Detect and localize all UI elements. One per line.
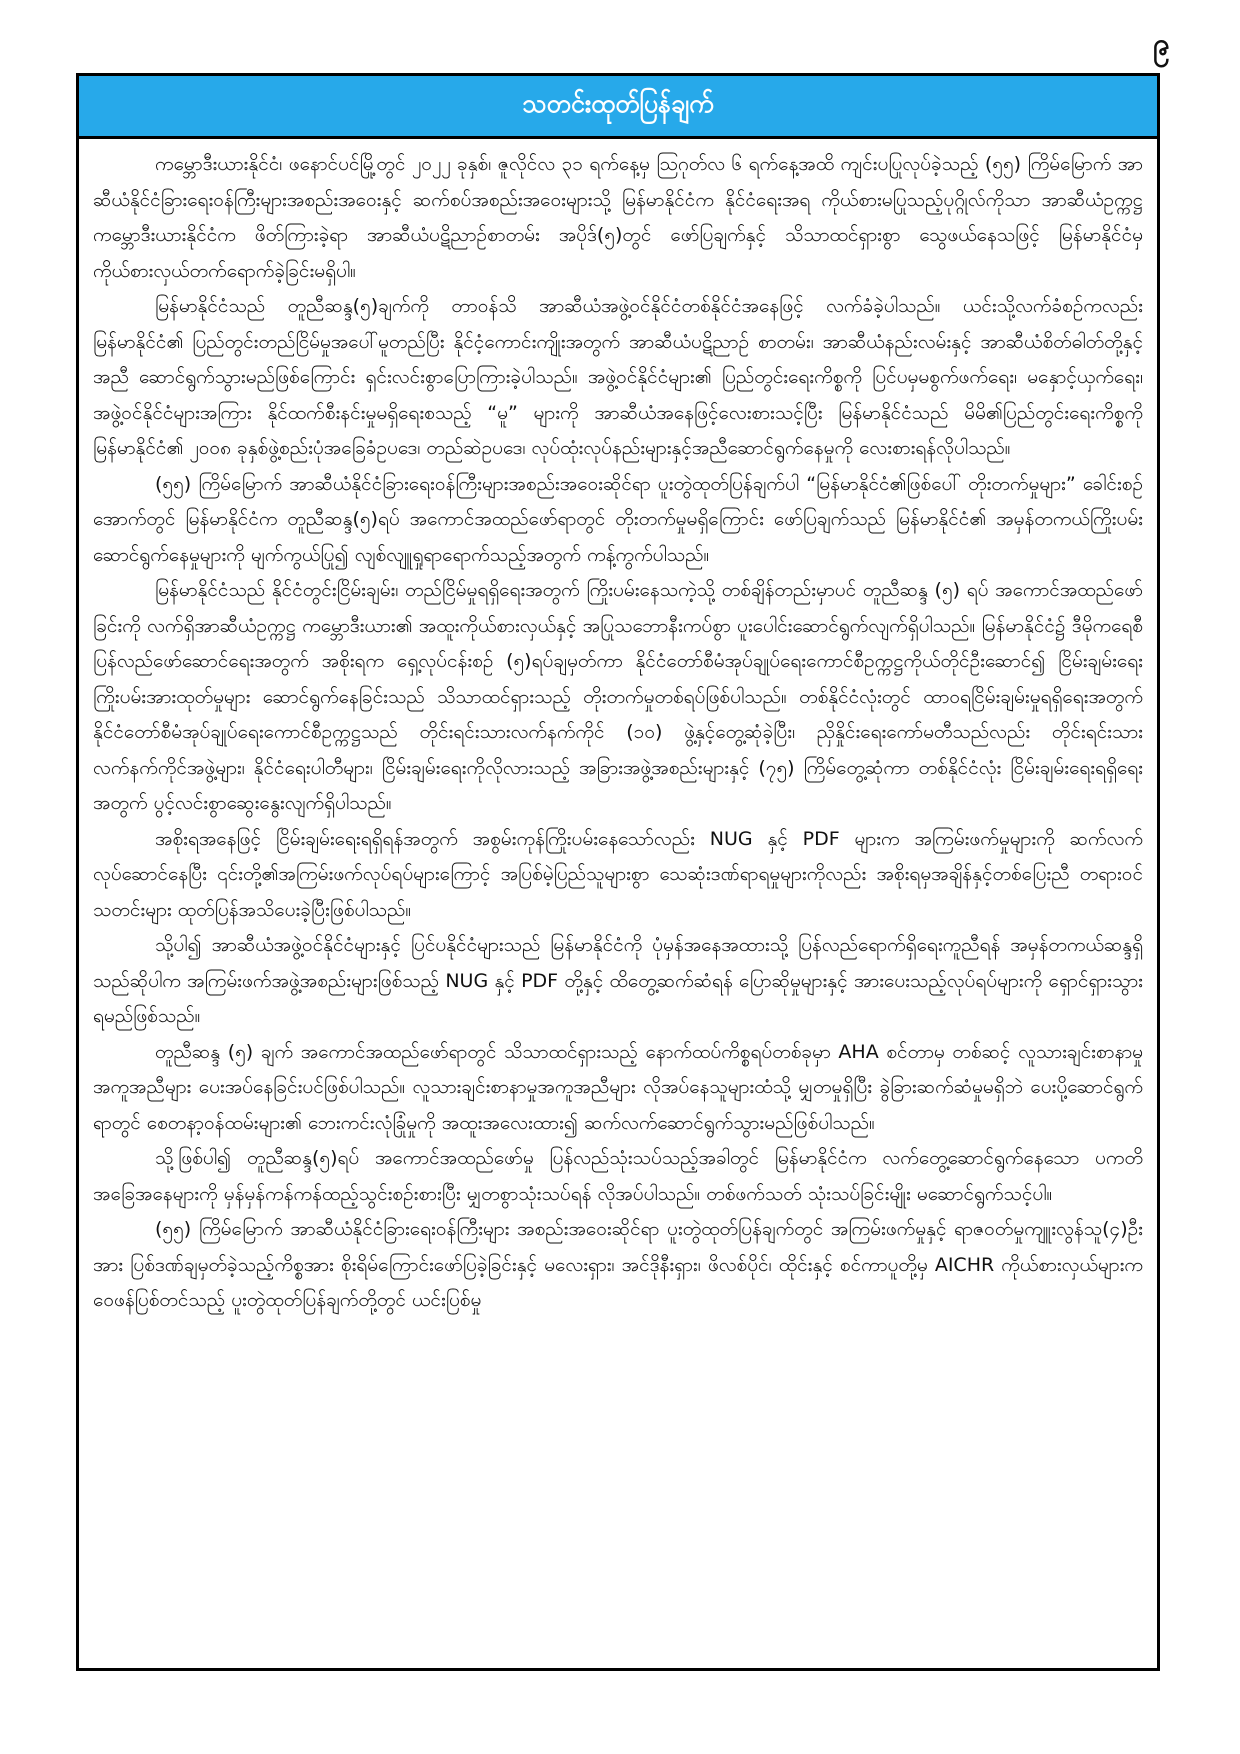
paragraph-4: မြန်မာနိုင်ငံသည် နိုင်ငံတွင်းငြိမ်းချမ်း၊ တည်ငြိမ်မှုရရှိရေးအတွက် ကြိုးပမ်းနေသကဲ့သို့ တစ်ချိန်တည်းမှာပင် တူညီဆန္ဒ (၅) ရပ် အကောင်အထည်ဖော်ခြင်းကို လက်ရှိအာဆီယံဥက္ကဋ္ဌ ကမ္ဘောဒီးယား၏ အထူးကိုယ်စားလှယ်နှင့် အပြုသဘောနီးကပ်စွာ ပူးပေါင်းဆောင်ရွက်လျက်ရှိပါသည်။ မြန်မာနိုင်ငံ၌ ဒီမိုကရေစီပြန်လည်ဖော်ဆောင်ရေးအတွက် အစိုးရက ရှေ့လုပ်ငန်းစဉ် (၅)ရပ်ချမှတ်ကာ နိုင်ငံတော်စီမံအုပ်ချုပ်ရေးကောင်စီဥက္ကဋ္ဌကိုယ်တိုင်ဦးဆောင်၍ ငြိမ်းချမ်းရေးကြိုးပမ်းအားထုတ်မှုများ ဆောင်ရွက်နေခြင်းသည် သိသာထင်ရှားသည့် တိုးတက်မှုတစ်ရပ်ဖြစ်ပါသည်။ တစ်နိုင်ငံလုံးတွင် ထာဝရငြိမ်းချမ်းမှုရရှိရေးအတွက် နိုင်ငံတော်စီမံအုပ်ချုပ်ရေးကောင်စီဥက္ကဋ္ဌသည် တိုင်းရင်းသားလက်နက်ကိုင် (၁၀) ဖွဲ့နှင့်တွေ့ဆုံခဲ့ပြီး၊ ညှိနှိုင်းရေးကော်မတီသည်လည်း တိုင်းရင်းသားလက်နက်ကိုင်အဖွဲ့များ၊ နိုင်ငံရေးပါတီများ၊ ငြိမ်းချမ်းရေးကိုလိုလားသည့် အခြားအဖွဲ့အစည်းများနှင့် (၇၅) ကြိမ်တွေ့ဆုံကာ တစ်နိုင်ငံလုံး ငြိမ်းချမ်းရေးရရှိရေးအတွက် ပွင့်လင်းစွာဆွေးနွေးလျက်ရှိပါသည်။: [93, 579, 1143, 814]
paragraph-9: (၅၅) ကြိမ်မြောက် အာဆီယံနိုင်ငံခြားရေးဝန်ကြီးများ အစည်းအဝေးဆိုင်ရာ ပူးတွဲထုတ်ပြန်ချက်တွင် အကြမ်းဖက်မှုနှင့် ရာဇဝတ်မှုကျူးလွန်သူ(၄)ဦးအား ပြစ်ဒဏ်ချမှတ်ခဲ့သည့်ကိစ္စအား စိုးရိမ်ကြောင်းဖော်ပြခဲ့ခြင်းနှင့် မလေးရှား၊ အင်ဒိုနီးရှား၊ ဖိလစ်ပိုင်၊ ထိုင်းနှင့် စင်ကာပူတို့မှ AICHR ကိုယ်စားလှယ်များက ဝေဖန်ပြစ်တင်သည့် ပူးတွဲထုတ်ပြန်ချက်တို့တွင် ယင်းပြစ်မှု: [93, 1218, 1143, 1311]
content-frame: [76, 73, 1160, 1671]
paragraph-8: သို့ဖြစ်ပါ၍ တူညီဆန္ဒ(၅)ရပ် အကောင်အထည်ဖော်မှု ပြန်လည်သုံးသပ်သည့်အခါတွင် မြန်မာနိုင်ငံက လက်တွေ့ဆောင်ရွက်နေသော ပကတိအခြေအနေများကို မှန်မှန်ကန်ကန်ထည့်သွင်းစဉ်းစားပြီး မျှတစွာသုံးသပ်ရန် လိုအပ်ပါသည်။ တစ်ဖက်သတ် သုံးသပ်ခြင်းမျိုး မဆောင်ရွက်သင့်ပါ။: [93, 1147, 1143, 1205]
paragraph-5: အစိုးရအနေဖြင့် ငြိမ်းချမ်းရေးရရှိရန်အတွက် အစွမ်းကုန်ကြိုးပမ်းနေသော်လည်း NUG နှင့် PDF များက အကြမ်းဖက်မှုများကို ဆက်လက်လုပ်ဆောင်နေပြီး ၎င်းတို့၏အကြမ်းဖက်လုပ်ရပ်များကြောင့် အပြစ်မဲ့ပြည်သူများစွာ သေဆုံးဒဏ်ရာရမှုများကိုလည်း အစိုးရမှအချိန်နှင့်တစ်ပြေးညီ တရားဝင်သတင်းများ ထုတ်ပြန်အသိပေးခဲ့ပြီးဖြစ်ပါသည်။: [93, 827, 1143, 921]
paragraph-1: ကမ္ဘောဒီးယားနိုင်ငံ၊ ဖနောင်ပင်မြို့တွင် ၂၀၂၂ ခုနှစ်၊ ဇူလိုင်လ ၃၁ ရက်နေ့မှ ဩဂုတ်လ ၆ ရက်နေ့အထိ ကျင်းပပြုလုပ်ခဲ့သည့် (၅၅) ကြိမ်မြောက် အာဆီယံနိုင်ငံခြားရေးဝန်ကြီးများအစည်းအဝေးနှင့် ဆက်စပ်အစည်းအဝေးများသို့ မြန်မာနိုင်ငံက နိုင်ငံရေးအရ ကိုယ်စားမပြုသည့်ပုဂ္ဂိုလ်ကိုသာ အာဆီယံဥက္ကဋ္ဌ ကမ္ဘောဒီးယားနိုင်ငံက ဖိတ်ကြားခဲ့ရာ အာဆီယံပဋိညာဉ်စာတမ်း အပိုဒ်(၅)တွင် ဖော်ပြချက်နှင့် သိသာထင်ရှားစွာ သွေဖယ်နေသဖြင့် မြန်မာနိုင်ငံမှ ကိုယ်စားလှယ်တက်ရောက်ခဲ့ခြင်းမရှိပါ။: [93, 153, 1143, 282]
paragraph-2: မြန်မာနိုင်ငံသည် တူညီဆန္ဒ(၅)ချက်ကို တာဝန်သိ အာဆီယံအဖွဲ့ဝင်နိုင်ငံတစ်နိုင်ငံအနေဖြင့် လက်ခံခဲ့ပါသည်။ ယင်းသို့လက်ခံစဉ်ကလည်း မြန်မာနိုင်ငံ၏ ပြည်တွင်းတည်ငြိမ်မှုအပေါ်မူတည်ပြီး နိုင်ငံ့ကောင်းကျိုးအတွက် အာဆီယံပဋိညာဉ် စာတမ်း၊ အာဆီယံနည်းလမ်းနှင့် အာဆီယံစိတ်ဓါတ်တို့နှင့်အညီ ဆောင်ရွက်သွားမည်ဖြစ်ကြောင်း ရှင်းလင်းစွာပြောကြားခဲ့ပါသည်။ အဖွဲ့ဝင်နိုင်ငံများ၏ ပြည်တွင်းရေးကိစ္စကို ပြင်ပမှမစွက်ဖက်ရေး၊ မနှောင့်ယှက်ရေး၊ အဖွဲ့ဝင်နိုင်ငံများအကြား နိုင်ထက်စီးနင်းမှုမရှိရေးစသည့် “မူ” များကို အာဆီယံအနေဖြင့်လေးစားသင့်ပြီး မြန်မာနိုင်ငံသည် မိမိ၏ပြည်တွင်းရေးကိစ္စကို မြန်မာနိုင်ငံ၏ ၂၀၀၈ ခုနှစ်ဖွဲ့စည်းပုံအခြေခံဥပဒေ၊ တည်ဆဲဥပဒေ၊ လုပ်ထုံးလုပ်နည်းများနှင့်အညီဆောင်ရွက်နေမှုကို လေးစားရန်လိုပါသည်။: [93, 295, 1143, 459]
paragraph-3: (၅၅) ကြိမ်မြောက် အာဆီယံနိုင်ငံခြားရေးဝန်ကြီးများအစည်းအဝေးဆိုင်ရာ ပူးတွဲထုတ်ပြန်ချက်ပါ “မြန်မာနိုင်ငံ၏ဖြစ်ပေါ် တိုးတက်မှုများ” ခေါင်းစဉ်အောက်တွင် မြန်မာနိုင်ငံက တူညီဆန္ဒ(၅)ရပ် အကောင်အထည်ဖော်ရာတွင် တိုးတက်မှုမရှိကြောင်း ဖော်ပြချက်သည် မြန်မာနိုင်ငံ၏ အမှန်တကယ်ကြိုးပမ်းဆောင်ရွက်နေမှုများကို မျက်ကွယ်ပြု၍ လျစ်လျူရှုရာရောက်သည့်အတွက် ကန့်ကွက်ပါသည်။: [93, 472, 1143, 566]
paragraph-6: သို့ပါ၍ အာဆီယံအဖွဲ့ဝင်နိုင်ငံများနှင့် ပြင်ပနိုင်ငံများသည် မြန်မာနိုင်ငံကို ပုံမှန်အနေအထားသို့ ပြန်လည်ရောက်ရှိရေးကူညီရန် အမှန်တကယ်ဆန္ဒရှိသည်ဆိုပါက အကြမ်းဖက်အဖွဲ့အစည်းများဖြစ်သည့် NUG နှင့် PDF တို့နှင့် ထိတွေ့ဆက်ဆံရန် ပြောဆိုမှုများနှင့် အားပေးသည့်လုပ်ရပ်များကို ရှောင်ရှားသွားရမည်ဖြစ်သည်။: [93, 934, 1143, 1027]
paragraph-7: တူညီဆန္ဒ (၅) ချက် အကောင်အထည်ဖော်ရာတွင် သိသာထင်ရှားသည့် နောက်ထပ်ကိစ္စရပ်တစ်ခုမှာ AHA စင်တာမှ တစ်ဆင့် လူသားချင်းစာနာမှုအကူအညီများ ပေးအပ်နေခြင်းပင်ဖြစ်ပါသည်။ လူသားချင်းစာနာမှုအကူအညီများ လိုအပ်နေသူများထံသို့ မျှတမှုရှိပြီး ခွဲခြားဆက်ဆံမှုမရှိဘဲ ပေးပို့ဆောင်ရွက်ရာတွင် စေတနာ့ဝန်ထမ်းများ၏ ဘေးကင်းလုံခြုံမှုကို အထူးအလေးထား၍ ဆက်လက်ဆောင်ရွက်သွားမည်ဖြစ်ပါသည်။: [93, 1040, 1143, 1134]
page-title: သတင်းထုတ်ပြန်ချက်: [522, 88, 714, 118]
page-number: ၉: [1153, 27, 1170, 62]
body-text: [79, 139, 1157, 1319]
title-bar: [79, 76, 1157, 139]
